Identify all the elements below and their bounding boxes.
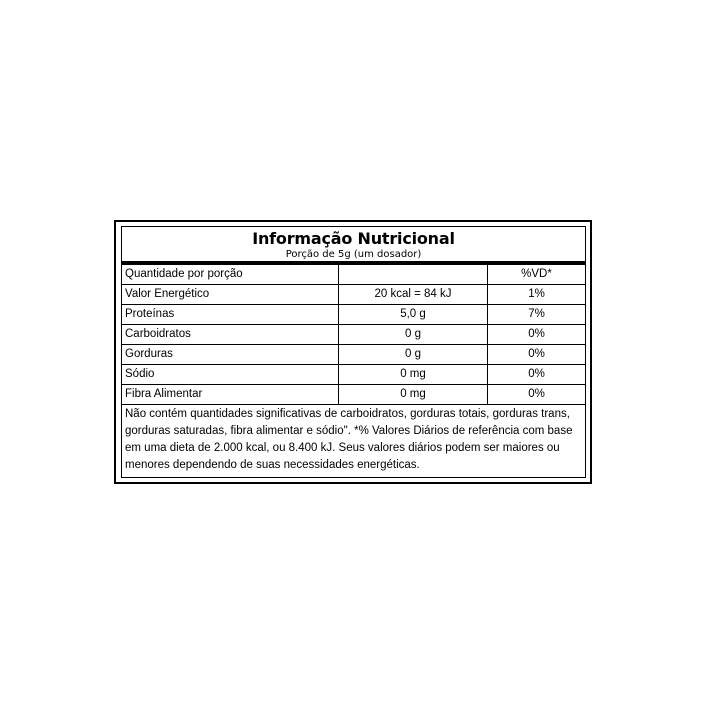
nutrient-name: Carboidratos xyxy=(122,325,339,345)
nutrition-table xyxy=(122,265,585,405)
nutrient-dv: 1% xyxy=(488,285,586,305)
label-title: Informação Nutricional xyxy=(252,229,455,248)
nutrient-amount: 0 g xyxy=(339,325,488,345)
nutrient-name: Fibra Alimentar xyxy=(122,385,339,405)
nutrient-amount: 20 kcal = 84 kJ xyxy=(339,285,488,305)
nutrient-dv: 0% xyxy=(488,325,586,345)
nutrient-dv: 0% xyxy=(488,385,586,405)
nutrient-amount: 5,0 g xyxy=(339,305,488,325)
nutrient-amount: 0 g xyxy=(339,345,488,365)
table-row xyxy=(122,325,585,345)
nutrient-name: Proteínas xyxy=(122,305,339,325)
footnote: Não contém quantidades significativas de carboidratos, gorduras totais, gorduras trans, gorduras saturadas, fibra alimentar e sódio". *% Valores Diários de referência com base em uma dieta de 2.000 kcal, ou 8.400 kJ. Seus valores diários podem ser maiores ou menores dependendo de suas necessidades energéticas. xyxy=(125,408,573,471)
nutrient-name: Gorduras xyxy=(122,345,339,365)
header-dv: %VD* xyxy=(488,265,586,285)
table-row xyxy=(122,305,585,325)
nutrient-amount: 0 mg xyxy=(339,385,488,405)
nutrient-name: Valor Energético xyxy=(122,285,339,305)
table-row xyxy=(122,365,585,385)
header-amount xyxy=(339,265,488,285)
table-row xyxy=(122,385,585,405)
table-row xyxy=(122,345,585,365)
nutrient-amount: 0 mg xyxy=(339,365,488,385)
nutrition-label xyxy=(114,220,592,484)
nutrient-dv: 7% xyxy=(488,305,586,325)
nutrient-dv: 0% xyxy=(488,345,586,365)
nutrient-dv: 0% xyxy=(488,365,586,385)
table-header-row xyxy=(122,265,585,285)
header-quantity: Quantidade por porção xyxy=(122,265,339,285)
nutrient-name: Sódio xyxy=(122,365,339,385)
nutrition-label-frame xyxy=(121,226,586,478)
title-block xyxy=(122,227,585,265)
serving-size: Porção de 5g (um dosador) xyxy=(285,249,422,260)
table-row xyxy=(122,285,585,305)
